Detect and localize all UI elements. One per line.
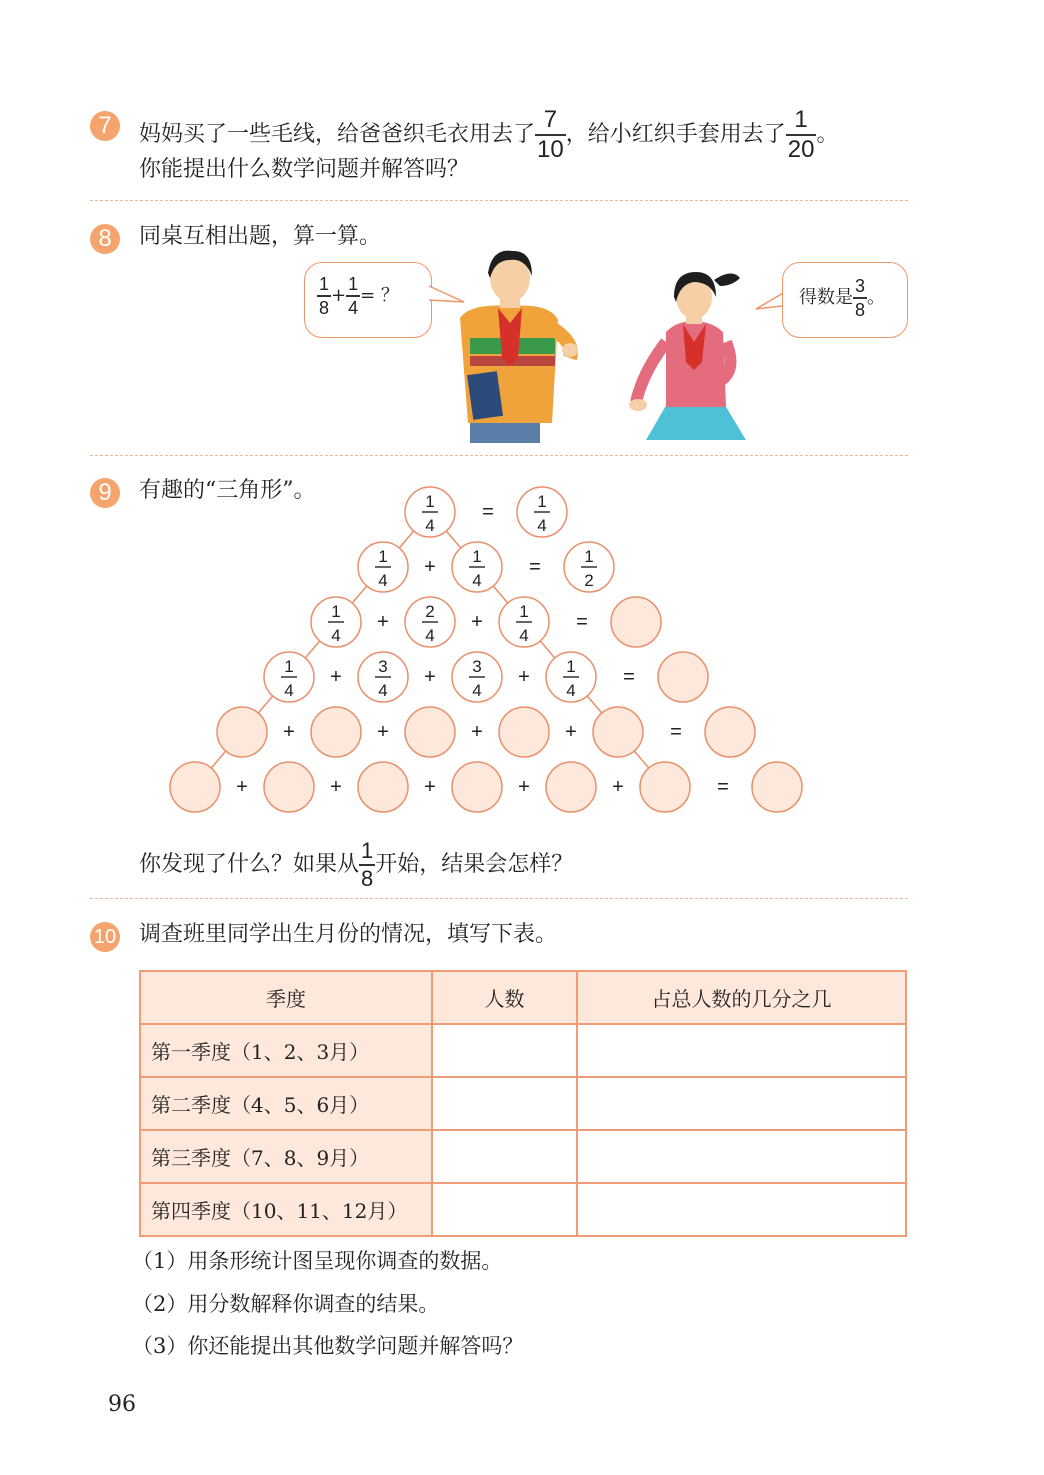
fraction-denominator: 4 xyxy=(425,516,435,535)
triangle-result xyxy=(752,762,802,812)
fraction xyxy=(359,840,375,890)
fraction-cell[interactable] xyxy=(577,1183,906,1236)
count-cell[interactable] xyxy=(432,1077,577,1130)
equals-sign: = xyxy=(670,721,682,743)
fraction-denominator: 4 xyxy=(378,681,388,700)
equals-sign: = xyxy=(482,501,494,523)
fraction-denominator: 8 xyxy=(361,866,374,891)
triangle-cell xyxy=(640,762,690,812)
page-number: 96 xyxy=(108,1392,136,1417)
problem-number-badge: 9 xyxy=(90,478,120,508)
fraction-numerator: 1 xyxy=(519,602,529,621)
fraction-numerator: 1 xyxy=(425,492,435,511)
header-season: 季度 xyxy=(140,971,432,1024)
subquestion-1: （1）用条形统计图呈现你调查的数据。 xyxy=(132,1249,503,1273)
plus-sign: + xyxy=(424,776,436,798)
count-cell[interactable] xyxy=(432,1130,577,1183)
table-row xyxy=(140,1077,906,1130)
fraction-denominator: 4 xyxy=(519,626,529,645)
fraction-numerator: 3 xyxy=(472,657,482,676)
fraction-denominator: 20 xyxy=(787,136,815,163)
triangle-cell xyxy=(311,707,361,757)
problem-7-line-2: 你能提出什么数学问题并解答吗？ xyxy=(139,157,470,182)
plus-sign: + xyxy=(330,666,342,688)
fraction-cell[interactable] xyxy=(577,1024,906,1077)
fraction-denominator: 8 xyxy=(319,297,330,318)
fraction-numerator: 3 xyxy=(855,276,866,296)
triangle-cell xyxy=(593,707,643,757)
fraction-denominator: 4 xyxy=(284,681,294,700)
plus-sign: + xyxy=(471,721,483,743)
plus-sign: + xyxy=(471,611,483,633)
fraction-numerator: 1 xyxy=(348,274,359,294)
problem-10-text: 调查班里同学出生月份的情况，填写下表。 xyxy=(139,922,558,947)
problem-number-badge: 7 xyxy=(90,111,120,141)
problem-7-text-b: ，给小红织手套用去了 xyxy=(565,122,786,147)
problem-9-question xyxy=(139,840,573,890)
fraction-denominator: 4 xyxy=(348,297,359,318)
triangle-cell xyxy=(499,707,549,757)
count-cell[interactable] xyxy=(432,1183,577,1236)
fraction-numerator: 1 xyxy=(331,602,341,621)
triangle-cell xyxy=(264,762,314,812)
header-count: 人数 xyxy=(432,971,577,1024)
fraction-denominator: 8 xyxy=(855,299,866,320)
fraction-cell[interactable] xyxy=(577,1130,906,1183)
table-row xyxy=(140,1130,906,1183)
fraction-numerator: 1 xyxy=(584,547,594,566)
triangle-cell xyxy=(546,762,596,812)
season-label: 第四季度（10、11、12月） xyxy=(140,1183,432,1236)
fraction-denominator: 10 xyxy=(537,136,564,163)
fraction-denominator: 4 xyxy=(472,571,482,590)
count-cell[interactable] xyxy=(432,1024,577,1077)
triangle-result xyxy=(658,652,708,702)
plus-sign: + xyxy=(612,776,624,798)
fraction-denominator: 2 xyxy=(584,571,594,590)
fraction-denominator: 4 xyxy=(566,681,576,700)
plus-sign: + xyxy=(331,284,347,306)
problem-number-badge: 10 xyxy=(90,922,120,952)
plus-sign: + xyxy=(565,721,577,743)
problem-number-badge: 8 xyxy=(90,224,120,254)
fraction-numerator: 7 xyxy=(543,106,558,133)
fraction-numerator: 1 xyxy=(361,838,374,863)
season-label: 第二季度（4、5、6月） xyxy=(140,1077,432,1130)
triangle-cell xyxy=(358,762,408,812)
fraction-numerator: 1 xyxy=(319,274,330,294)
problem-8-text: 同桌互相出题，算一算。 xyxy=(139,224,382,249)
table-row xyxy=(140,1183,906,1236)
subquestion-3: （3）你还能提出其他数学问题并解答吗？ xyxy=(132,1334,524,1358)
question-text-a: 你发现了什么？如果从 xyxy=(139,852,360,877)
fraction-numerator: 1 xyxy=(284,657,294,676)
section-divider xyxy=(90,898,908,899)
plus-sign: + xyxy=(377,611,389,633)
plus-sign: + xyxy=(424,666,436,688)
equals-sign: = xyxy=(529,556,541,578)
problem-7-text-c: 。 xyxy=(816,122,839,147)
fraction-numerator: 1 xyxy=(472,547,482,566)
bubble-suffix: 。 xyxy=(867,286,886,308)
birth-month-table xyxy=(139,970,907,1237)
question-text-b: 开始，结果会怎样？ xyxy=(375,852,574,877)
fraction-numerator: 1 xyxy=(378,547,388,566)
header-fraction: 占总人数的几分之几 xyxy=(577,971,906,1024)
equals-sign: = xyxy=(717,776,729,798)
plus-sign: + xyxy=(236,776,248,798)
bubble-question: = ？ xyxy=(360,284,399,306)
problem-9-text: 有趣的“三角形”。 xyxy=(139,478,316,503)
fraction-cell[interactable] xyxy=(577,1077,906,1130)
fraction-denominator: 4 xyxy=(472,681,482,700)
fraction-numerator: 1 xyxy=(537,492,547,511)
plus-sign: + xyxy=(283,721,295,743)
problem-7-text-a: 妈妈买了一些毛线，给爸爸织毛衣用去了 xyxy=(139,122,536,147)
fraction-denominator: 4 xyxy=(378,571,388,590)
fraction-numerator: 2 xyxy=(425,602,435,621)
fraction-numerator: 1 xyxy=(566,657,576,676)
subquestion-2: （2）用分数解释你调查的结果。 xyxy=(132,1292,440,1316)
triangle-cell xyxy=(452,762,502,812)
fraction-numerator: 3 xyxy=(378,657,388,676)
fraction-denominator: 4 xyxy=(331,626,341,645)
triangle-cell xyxy=(170,762,220,812)
plus-sign: + xyxy=(424,556,436,578)
triangle-cell xyxy=(217,707,267,757)
season-label: 第一季度（1、2、3月） xyxy=(140,1024,432,1077)
triangle-cell xyxy=(405,707,455,757)
table-row xyxy=(140,1024,906,1077)
plus-sign: + xyxy=(377,721,389,743)
plus-sign: + xyxy=(518,666,530,688)
plus-sign: + xyxy=(330,776,342,798)
fraction-denominator: 4 xyxy=(537,516,547,535)
fraction-numerator: 1 xyxy=(794,106,808,133)
triangle-result xyxy=(705,707,755,757)
equals-sign: = xyxy=(576,611,588,633)
triangle-result xyxy=(611,597,661,647)
plus-sign: + xyxy=(518,776,530,798)
equals-sign: = xyxy=(623,666,635,688)
table-header-row xyxy=(140,971,906,1024)
season-label: 第三季度（7、8、9月） xyxy=(140,1130,432,1183)
bubble-answer-text: 得数是 xyxy=(799,286,853,308)
fraction-denominator: 4 xyxy=(425,626,435,645)
